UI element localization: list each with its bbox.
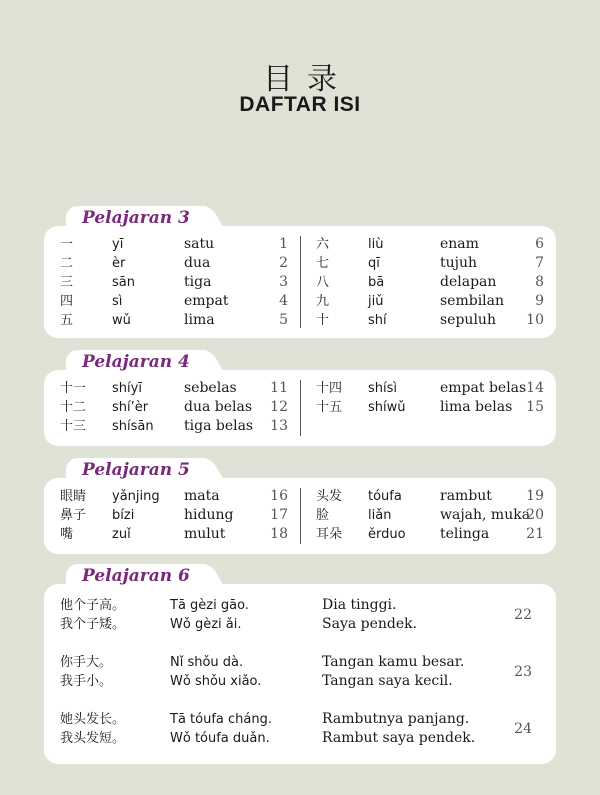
page-number: 12	[270, 399, 288, 415]
vocab-row	[300, 273, 556, 292]
vocab-row	[44, 417, 300, 436]
hanzi: 十	[316, 313, 330, 328]
pinyin-sentence: Nǐ shǒu dà.	[170, 655, 244, 670]
page-number: 15	[526, 399, 544, 415]
lesson-box	[44, 584, 556, 764]
hanzi: 头发	[316, 489, 343, 504]
translation-sentence: Tangan saya kecil.	[322, 673, 453, 689]
lesson-box	[44, 478, 556, 554]
pinyin-sentence: Tā tóufa cháng.	[170, 712, 272, 727]
chinese-sentence: 我头发短。	[60, 731, 126, 746]
pinyin: shí’èr	[112, 400, 149, 415]
pinyin: zuǐ	[112, 527, 131, 542]
page-number: 18	[270, 526, 288, 542]
lesson-6	[44, 564, 556, 774]
vocab-row	[300, 254, 556, 273]
vocab-row	[300, 311, 556, 330]
sentence-row	[44, 615, 556, 634]
page-number: 1	[279, 236, 288, 252]
page-number: 16	[270, 488, 288, 504]
pinyin: shíwǔ	[368, 400, 406, 415]
sentence-row	[44, 672, 556, 691]
page-number: 20	[526, 507, 544, 523]
hanzi: 嘴	[60, 527, 74, 542]
hanzi: 四	[60, 294, 74, 309]
translation: sembilan	[440, 293, 505, 309]
page-number: 2	[279, 255, 288, 271]
page-number: 4	[279, 293, 288, 309]
chinese-sentence: 我个子矮。	[60, 617, 126, 632]
vocab-row	[44, 311, 300, 330]
translation: empat belas	[440, 380, 527, 396]
page-number: 11	[270, 380, 288, 396]
hanzi: 六	[316, 237, 330, 252]
hanzi: 鼻子	[60, 508, 87, 523]
pinyin: shí	[368, 313, 387, 328]
page-title: DAFTAR ISI	[239, 93, 361, 116]
translation-sentence: Dia tinggi.	[322, 597, 397, 613]
translation: mata	[184, 488, 220, 504]
translation: delapan	[440, 274, 497, 290]
lesson-4	[44, 350, 556, 450]
sentence-row	[44, 729, 556, 748]
page-number: 23	[514, 664, 532, 680]
hanzi: 九	[316, 294, 330, 309]
vocab-row	[300, 379, 556, 398]
lesson-tag: Pelajaran 3	[66, 206, 206, 230]
hanzi: 五	[60, 313, 74, 328]
translation: satu	[184, 236, 215, 252]
vocab-row	[44, 487, 300, 506]
page-title-chinese: 目录	[263, 62, 351, 97]
lesson-5	[44, 458, 556, 558]
hanzi: 八	[316, 275, 330, 290]
pinyin: sān	[112, 275, 135, 290]
lesson-tag: Pelajaran 4	[66, 350, 206, 374]
pinyin: wǔ	[112, 313, 131, 328]
pinyin: jiǔ	[368, 294, 384, 309]
pinyin: bízi	[112, 508, 135, 523]
translation: sebelas	[184, 380, 237, 396]
translation: lima belas	[440, 399, 513, 415]
vocab-row	[300, 292, 556, 311]
translation: lima	[184, 312, 215, 328]
hanzi: 二	[60, 256, 74, 271]
page-number: 21	[526, 526, 544, 542]
pinyin-sentence: Tā gèzi gāo.	[170, 598, 249, 613]
pinyin: yǎnjing	[112, 489, 160, 504]
page-number: 17	[270, 507, 288, 523]
translation: tiga belas	[184, 418, 254, 434]
chinese-sentence: 她头发长。	[60, 712, 126, 727]
pinyin-sentence: Wǒ shǒu xiǎo.	[170, 674, 262, 689]
vocab-row	[44, 525, 300, 544]
translation-sentence: Tangan kamu besar.	[322, 654, 465, 670]
translation: tujuh	[440, 255, 478, 271]
translation: hidung	[184, 507, 234, 523]
pinyin: yī	[112, 237, 124, 252]
lesson-box	[44, 226, 556, 338]
translation-sentence: Rambut saya pendek.	[322, 730, 476, 746]
page-number: 19	[526, 488, 544, 504]
page-number: 24	[514, 721, 532, 737]
hanzi: 十四	[316, 381, 343, 396]
lesson-tag: Pelajaran 6	[66, 564, 206, 588]
lesson-tag: Pelajaran 5	[66, 458, 206, 482]
pinyin: èr	[112, 256, 126, 271]
page-number: 8	[535, 274, 544, 290]
hanzi: 眼睛	[60, 489, 87, 504]
vocab-row	[44, 506, 300, 525]
pinyin: tóufa	[368, 489, 402, 504]
translation: empat	[184, 293, 229, 309]
pinyin-sentence: Wǒ gèzi ǎi.	[170, 617, 242, 632]
lesson-box	[44, 370, 556, 446]
translation: dua belas	[184, 399, 253, 415]
chinese-sentence: 我手小。	[60, 674, 113, 689]
page-number: 3	[279, 274, 288, 290]
vocab-row	[300, 235, 556, 254]
translation: dua	[184, 255, 211, 271]
pinyin: ěrduo	[368, 527, 406, 542]
hanzi: 耳朵	[316, 527, 343, 542]
translation: wajah, muka	[440, 507, 531, 523]
page-number: 5	[279, 312, 288, 328]
vocab-row	[300, 525, 556, 544]
pinyin: qī	[368, 256, 380, 271]
hanzi: 脸	[316, 508, 330, 523]
translation: rambut	[440, 488, 492, 504]
vocab-row	[44, 254, 300, 273]
sentence-row	[44, 596, 556, 615]
hanzi: 十五	[316, 400, 343, 415]
vocab-row	[44, 398, 300, 417]
pinyin: liù	[368, 237, 384, 252]
page-number: 14	[526, 380, 544, 396]
page-number: 22	[514, 607, 532, 623]
page-number: 7	[535, 255, 544, 271]
translation: telinga	[440, 526, 490, 542]
pinyin: shíyī	[112, 381, 142, 396]
translation: tiga	[184, 274, 212, 290]
lesson-3	[44, 206, 556, 346]
vocab-row	[44, 235, 300, 254]
vocab-row	[44, 273, 300, 292]
pinyin: shísān	[112, 419, 154, 434]
page-number: 13	[270, 418, 288, 434]
translation-sentence: Saya pendek.	[322, 616, 418, 632]
pinyin: sì	[112, 294, 123, 309]
pinyin: liǎn	[368, 508, 392, 523]
sentence-row	[44, 653, 556, 672]
page-number: 9	[535, 293, 544, 309]
translation: enam	[440, 236, 479, 252]
page-number: 6	[535, 236, 544, 252]
hanzi: 三	[60, 275, 74, 290]
vocab-row	[44, 292, 300, 311]
translation-sentence: Rambutnya panjang.	[322, 711, 470, 727]
pinyin-sentence: Wǒ tóufa duǎn.	[170, 731, 270, 746]
pinyin: shísì	[368, 381, 398, 396]
hanzi: 十三	[60, 419, 87, 434]
hanzi: 一	[60, 237, 74, 252]
pinyin: bā	[368, 275, 385, 290]
vocab-row	[44, 379, 300, 398]
chinese-sentence: 你手大。	[60, 655, 113, 670]
translation: mulut	[184, 526, 226, 542]
hanzi: 十一	[60, 381, 87, 396]
vocab-row	[300, 398, 556, 417]
page-number: 10	[526, 312, 544, 328]
translation: sepuluh	[440, 312, 496, 328]
vocab-row	[300, 487, 556, 506]
hanzi: 七	[316, 256, 330, 271]
hanzi: 十二	[60, 400, 87, 415]
sentence-row	[44, 710, 556, 729]
vocab-row	[300, 506, 556, 525]
chinese-sentence: 他个子高。	[60, 598, 126, 613]
